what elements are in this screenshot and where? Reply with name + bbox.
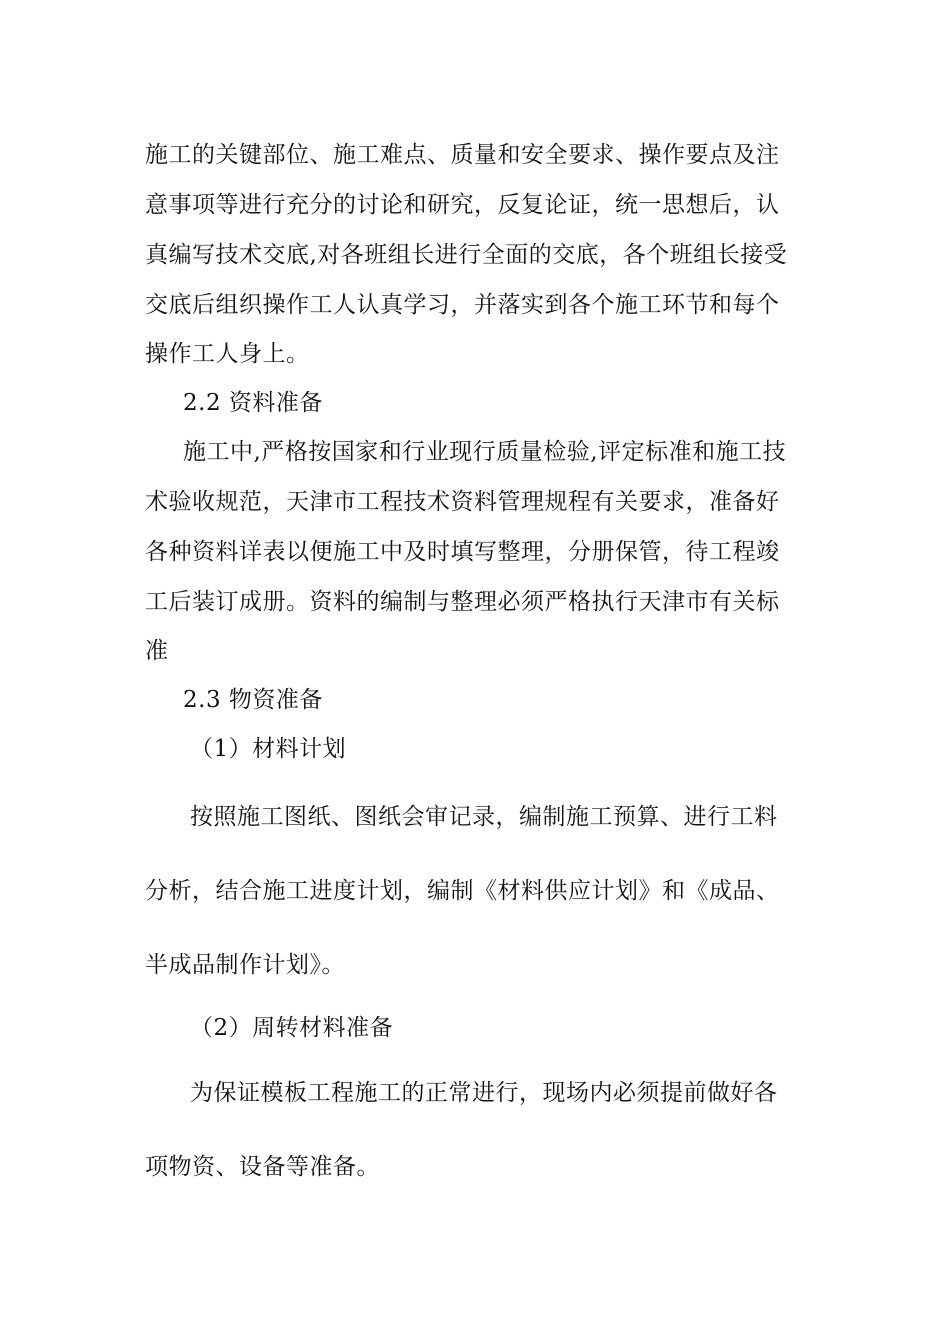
section-heading: 2.3 物资准备 [183,687,323,713]
paragraph-line: 操作工人身上。 [145,341,310,367]
paragraph-line: 各种资料详表以便施工中及时填写整理，分册保管，待工程竣 [145,539,780,565]
paragraph-line: 为保证模板工程施工的正常进行，现场内必须提前做好各 [190,1080,778,1106]
paragraph-line: 工后装订成册。资料的编制与整理必须严格执行天津市有关标 [145,589,780,615]
paragraph-line: 项物资、设备等准备。 [145,1154,380,1180]
paragraph-line: 施工的关键部位、施工难点、质量和安全要求、操作要点及注 [145,142,780,168]
paragraph-line: 分析，结合施工进度计划，编制《材料供应计划》和《成品、 [145,878,780,904]
paragraph-line: 术验收规范，天津市工程技术资料管理规程有关要求，准备好 [145,489,780,515]
paragraph-line: 半成品制作计划》。 [145,952,345,978]
paragraph-line: 施工中,严格按国家和行业现行质量检验,评定标准和施工技 [183,439,787,465]
subsection-heading: （1）材料计划 [190,736,347,762]
paragraph-line: 交底后组织操作工人认真学习，并落实到各个施工环节和每个 [145,292,780,318]
section-heading: 2.2 资料准备 [183,390,323,416]
paragraph-line: 按照施工图纸、图纸会审记录，编制施工预算、进行工料 [190,804,778,830]
paragraph-line: 准 [145,638,169,664]
subsection-heading: （2）周转材料准备 [190,1015,394,1041]
paragraph-line: 真编写技术交底,对各班组长进行全面的交底，各个班组长接受 [145,242,788,268]
paragraph-line: 意事项等进行充分的讨论和研究，反复论证，统一思想后，认 [145,192,780,218]
